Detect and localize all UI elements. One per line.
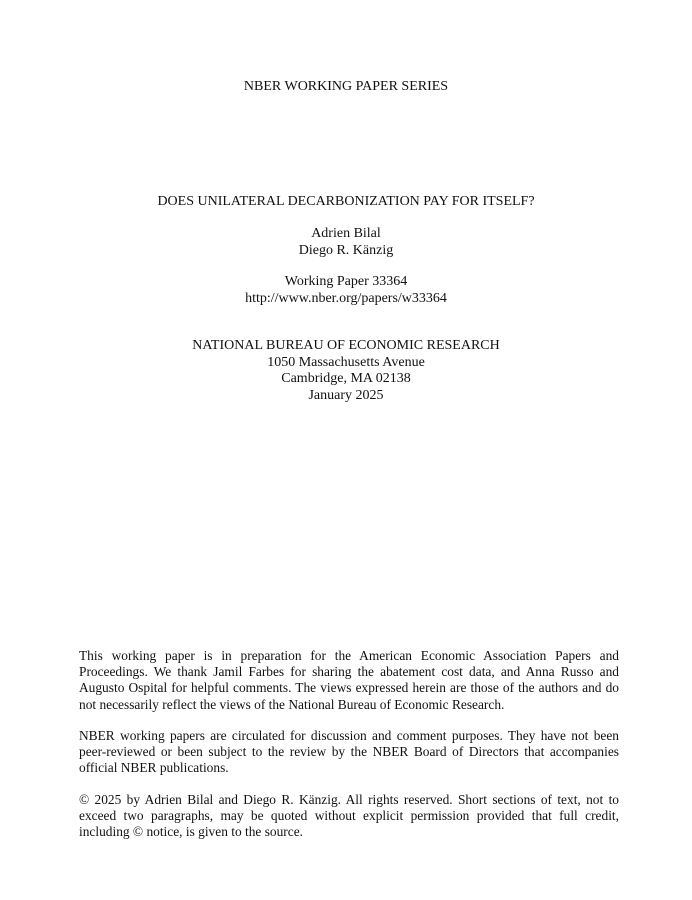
circulation-text: NBER working papers are circulated for discussion and comment purposes. They have not been peer-reviewed or been subject to the review by the NBER Board of Directors that accompanies official NBER publications. [79, 728, 619, 776]
paper-title: DOES UNILATERAL DECARBONIZATION PAY FOR ITSELF? [157, 194, 535, 209]
acknowledgement-text: This working paper is in preparation for the American Economic Association Papers and Proceedings. We thank Jamil Farbes for sharing the abatement cost data, and Anna Russo and Augusto Ospital for helpful comments. The views expressed herein are those of the authors and do not necessarily reflect the views of the National Bureau of Economic Research. [79, 648, 619, 712]
institution-street: 1050 Massachusetts Avenue [267, 354, 425, 370]
acknowledgement-note [79, 648, 619, 713]
institution-city: Cambridge, MA 02138 [281, 371, 411, 386]
working-paper-info [0, 274, 692, 307]
circulation-note [79, 728, 619, 777]
author-name: Adrien Bilal [311, 226, 381, 241]
publication-date: January 2025 [308, 387, 384, 403]
author-list [0, 226, 692, 259]
institution-address [0, 338, 692, 404]
copyright-note [79, 792, 619, 841]
series-header [0, 79, 692, 96]
institution-name: NATIONAL BUREAU OF ECONOMIC RESEARCH [192, 338, 500, 353]
series-name: NBER WORKING PAPER SERIES [243, 79, 449, 94]
author-name: Diego R. Känzig [298, 242, 394, 258]
copyright-text: © 2025 by Adrien Bilal and Diego R. Känzig. All rights reserved. Short sections of text, not to exceed two paragraphs, may be quoted without explicit permission provided that full credit, including © notice, is given to the source. [79, 792, 619, 840]
working-paper-number: Working Paper 33364 [284, 274, 408, 289]
paper-url: http://www.nber.org/papers/w33364 [245, 290, 447, 306]
paper-title-block [0, 194, 692, 211]
